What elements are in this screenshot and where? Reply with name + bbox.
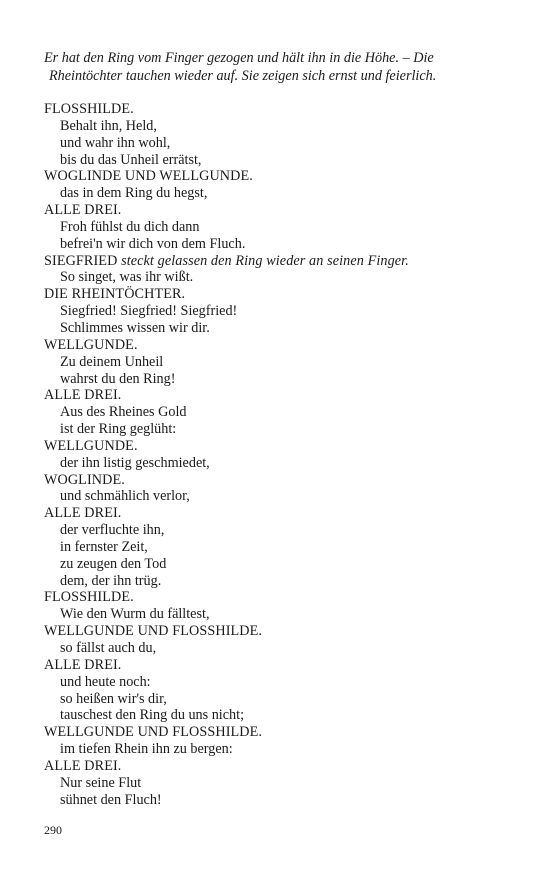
speaker-name (44, 724, 514, 741)
verse-line (44, 118, 514, 135)
verse-text: Aus des Rheines Gold (60, 404, 187, 421)
dialogue-text (44, 101, 514, 808)
verse-line (44, 152, 514, 169)
speaker-label: FLOSSHILDE. (44, 101, 134, 117)
speaker-name (44, 623, 514, 640)
verse-line (44, 320, 514, 337)
speaker-name (44, 168, 514, 185)
verse-text: sühnet den Fluch! (60, 791, 162, 808)
verse-text: und wahr ihn wohl, (60, 134, 171, 151)
speaker-name (44, 253, 514, 270)
verse-line (44, 488, 514, 505)
stage-direction (44, 50, 524, 85)
verse-text: Siegfried! Siegfried! Siegfried! (60, 303, 238, 320)
verse-line (44, 303, 514, 320)
speaker-name (44, 101, 514, 118)
verse-text: und heute noch: (60, 673, 151, 690)
verse-text: ist der Ring geglüht: (60, 421, 177, 438)
verse-line (44, 404, 514, 421)
verse-text: Wie den Wurm du fälltest, (60, 606, 210, 623)
verse-text: wahrst du den Ring! (60, 370, 176, 387)
speaker-label: SIEGFRIED (44, 252, 118, 269)
verse-line (44, 640, 514, 657)
verse-text: zu zeugen den Tod (60, 555, 167, 572)
verse-line (44, 556, 514, 573)
speaker-label: WELLGUNDE UND FLOSSHILDE. (44, 623, 263, 640)
verse-text: befrei'n wir dich von dem Fluch. (60, 235, 246, 252)
speaker-label: ALLE DREI. (44, 757, 122, 774)
verse-line (44, 219, 514, 236)
verse-line (44, 691, 514, 708)
speaker-name (44, 472, 514, 489)
verse-text: Froh fühlst du dich dann (60, 218, 200, 235)
inline-stage-direction: steckt gelassen den Ring wieder an seinen Finger. (121, 252, 409, 269)
verse-line (44, 522, 514, 539)
verse-text: das in dem Ring du hegst, (60, 185, 208, 202)
speaker-label: WELLGUNDE. (44, 336, 138, 353)
verse-line (44, 741, 514, 758)
speaker-name (44, 758, 514, 775)
stage-direction-line-1: Er hat den Ring vom Finger gezogen und hält ihn in die Höhe. – Die (44, 50, 434, 66)
verse-text: Schlimmes wissen wir dir. (60, 319, 210, 336)
verse-line (44, 573, 514, 590)
verse-text: so heißen wir's dir, (60, 690, 167, 707)
speaker-name (44, 202, 514, 219)
speaker-label: ALLE DREI. (44, 202, 122, 219)
verse-text: der verfluchte ihn, (60, 522, 165, 539)
speaker-label: WELLGUNDE. (44, 437, 138, 454)
speaker-label: DIE RHEINTÖCHTER. (44, 286, 186, 303)
verse-text: Nur seine Flut (60, 774, 142, 791)
speaker-label: FLOSSHILDE. (44, 589, 134, 606)
verse-text: im tiefen Rhein ihn zu bergen: (60, 741, 233, 758)
speaker-name (44, 337, 514, 354)
verse-line (44, 606, 514, 623)
speaker-label: ALLE DREI. (44, 656, 122, 673)
verse-line (44, 455, 514, 472)
speaker-label: WELLGUNDE UND FLOSSHILDE. (44, 724, 263, 741)
verse-line (44, 354, 514, 371)
verse-text: Behalt ihn, Held, (60, 117, 157, 134)
verse-text: in fernster Zeit, (60, 538, 148, 555)
speaker-name (44, 505, 514, 522)
verse-text: so fällst auch du, (60, 640, 157, 656)
speaker-name (44, 657, 514, 674)
speaker-label: WOGLINDE UND WELLGUNDE. (44, 168, 253, 185)
verse-line (44, 135, 514, 152)
speaker-name (44, 387, 514, 404)
verse-line (44, 421, 514, 438)
speaker-label: ALLE DREI. (44, 387, 122, 404)
speaker-name (44, 438, 514, 455)
verse-line (44, 707, 514, 724)
verse-text: Zu deinem Unheil (60, 353, 164, 370)
speaker-label: ALLE DREI. (44, 505, 122, 522)
verse-line (44, 371, 514, 388)
verse-line (44, 185, 514, 202)
verse-text: bis du das Unheil errätst, (60, 151, 202, 168)
verse-line (44, 236, 514, 253)
verse-line (44, 269, 514, 286)
verse-line (44, 775, 514, 792)
speaker-name (44, 286, 514, 303)
verse-text: der ihn listig geschmiedet, (60, 454, 210, 471)
stage-direction-line-2: Rheintöchter tauchen wieder auf. Sie zeigen sich ernst und feierlich. (49, 67, 437, 84)
verse-line (44, 539, 514, 556)
verse-text: So singet, was ihr wißt. (60, 269, 194, 286)
verse-text: tauschest den Ring du uns nicht; (60, 707, 245, 724)
page-number: 290 (44, 823, 62, 837)
verse-line (44, 792, 514, 809)
verse-text: dem, der ihn trüg. (60, 572, 162, 589)
verse-text: und schmählich verlor, (60, 488, 190, 505)
speaker-label: WOGLINDE. (44, 471, 125, 488)
verse-line (44, 674, 514, 691)
speaker-name (44, 589, 514, 606)
